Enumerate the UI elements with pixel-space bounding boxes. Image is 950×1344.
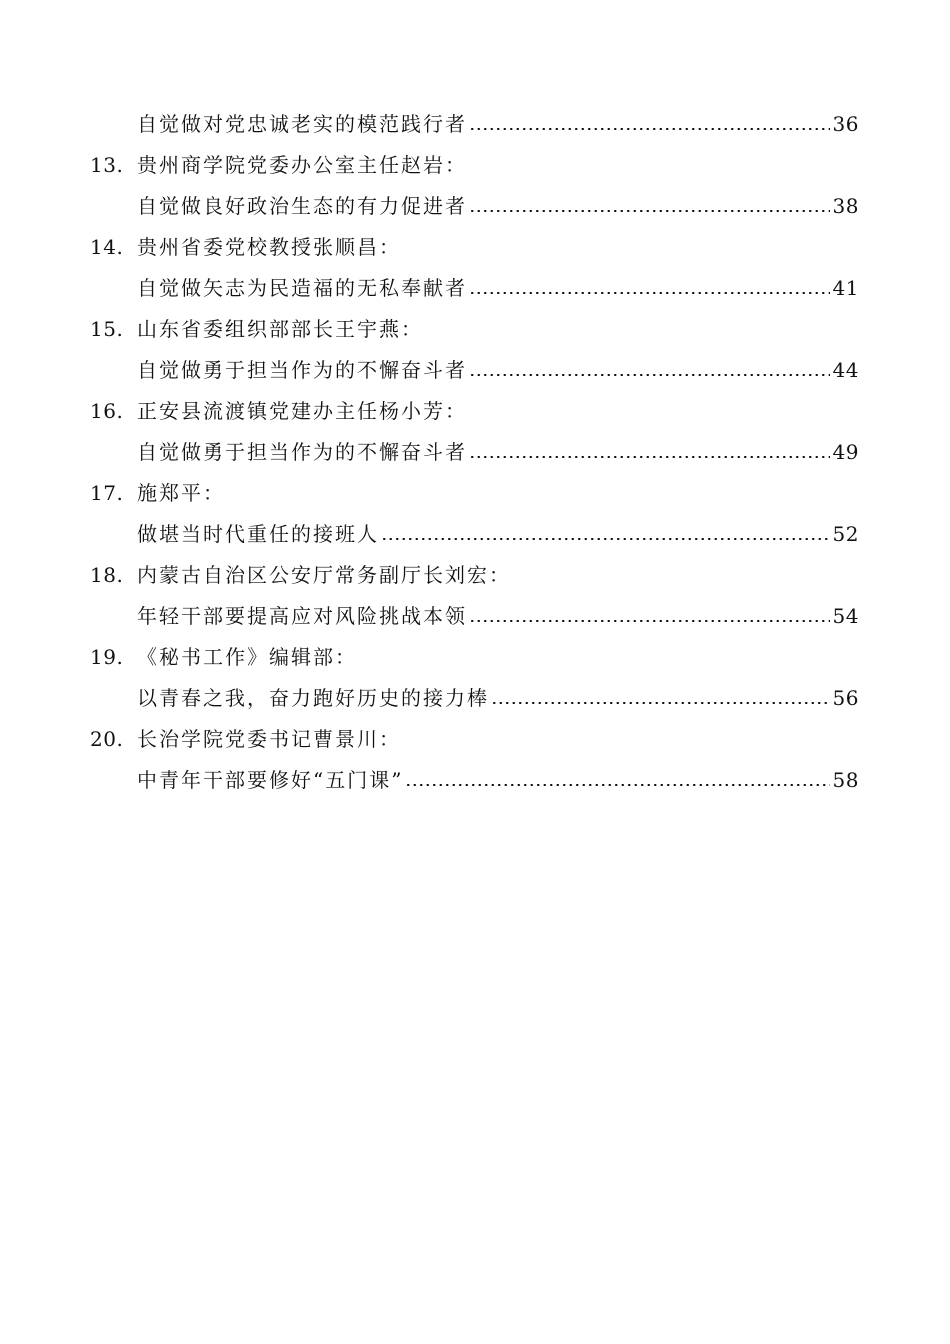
toc-item-number: 19. [90,645,124,669]
toc-heading [0,719,950,760]
toc-entry [0,268,950,309]
toc-item-number: 16. [90,399,124,423]
toc-heading [0,145,950,186]
toc-entry [0,350,950,391]
toc-entry-line [137,760,859,801]
toc-speaker: 长治学院党委书记曹景川： [137,727,401,751]
toc-speaker: 贵州省委党校教授张顺昌： [137,235,401,259]
toc-speaker: 正安县流渡镇党建办主任杨小芳： [137,399,467,423]
toc-entry [0,760,950,801]
toc-item-number: 14. [90,235,124,259]
dot-leader [381,538,830,540]
toc-page-number: 54 [832,604,859,628]
toc-page-number: 56 [832,686,859,710]
table-of-contents [0,104,950,801]
toc-entry-title: 自觉做良好政治生态的有力促进者 [137,194,467,218]
toc-entry-title: 年轻干部要提高应对风险挑战本领 [137,604,467,628]
toc-heading [0,391,950,432]
toc-entry-line [137,268,859,309]
dot-leader [469,374,830,376]
toc-item-number: 15. [90,317,124,341]
toc-heading [0,227,950,268]
dot-leader [469,456,830,458]
toc-entry-line [137,104,859,145]
toc-entry-line [137,350,859,391]
toc-page-number: 52 [832,522,859,546]
toc-speaker: 施郑平： [137,481,225,505]
toc-entry-title: 自觉做勇于担当作为的不懈奋斗者 [137,440,467,464]
toc-heading [0,555,950,596]
dot-leader [405,784,829,786]
toc-speaker: 贵州商学院党委办公室主任赵岩： [137,153,467,177]
toc-item-number: 20. [90,727,124,751]
toc-page-number: 49 [832,440,859,464]
toc-entry-line [137,432,859,473]
toc-heading [0,473,950,514]
toc-entry [0,432,950,473]
toc-item-number: 18. [90,563,124,587]
toc-entry [0,514,950,555]
toc-entry-title: 中青年干部要修好“五门课” [137,768,404,792]
dot-leader [469,292,830,294]
toc-entry-line [137,678,859,719]
toc-entry [0,596,950,637]
toc-page-number: 44 [832,358,859,382]
toc-entry-title: 自觉做勇于担当作为的不懈奋斗者 [137,358,467,382]
toc-entry-title: 做堪当时代重任的接班人 [137,522,379,546]
toc-entry-title: 自觉做对党忠诚老实的模范践行者 [137,112,467,136]
toc-entry [0,678,950,719]
toc-entry-title: 自觉做矢志为民造福的无私奉献者 [137,276,467,300]
toc-item-number: 17. [90,481,124,505]
dot-leader [469,128,830,130]
dot-leader [491,702,830,704]
toc-item-number: 13. [90,153,124,177]
toc-page-number: 41 [832,276,859,300]
toc-entry-line [137,186,859,227]
dot-leader [469,620,830,622]
toc-speaker: 《秘书工作》编辑部： [137,645,357,669]
toc-entry-line [137,514,859,555]
toc-entry [0,186,950,227]
toc-page-number: 38 [832,194,859,218]
toc-page-number: 58 [832,768,859,792]
toc-heading [0,637,950,678]
dot-leader [469,210,830,212]
toc-page-number: 36 [832,112,859,136]
toc-entry-title: 以青春之我，奋力跑好历史的接力棒 [137,686,489,710]
toc-speaker: 山东省委组织部部长王宇燕： [137,317,423,341]
toc-speaker: 内蒙古自治区公安厅常务副厅长刘宏： [137,563,511,587]
toc-entry-line [137,596,859,637]
toc-heading [0,309,950,350]
toc-entry [0,104,950,145]
